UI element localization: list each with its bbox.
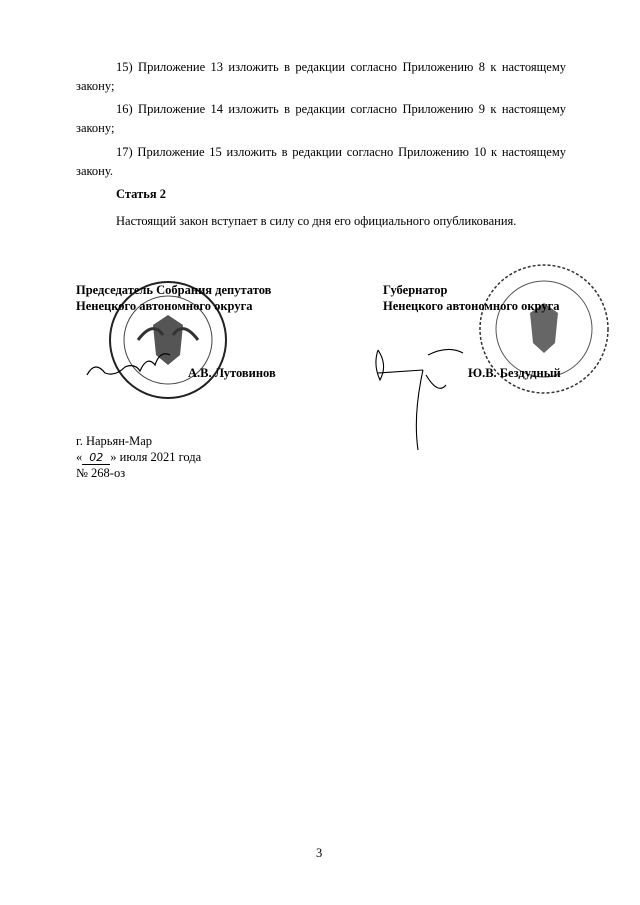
item-text: 15) Приложение 13 изложить в редакции согласно Приложению 8 к настоящему закону;: [76, 60, 566, 93]
date-rest: » июля 2021 года: [110, 450, 202, 464]
left-signer-name: А.В. Лутовинов: [188, 366, 276, 380]
right-signer-title-2: Ненецкого автономного округа: [383, 299, 560, 313]
item-text: 16) Приложение 14 изложить в редакции согласно Приложению 9 к настоящему закону;: [76, 102, 566, 135]
list-item-15: [76, 58, 566, 96]
page-number: 3: [316, 846, 323, 860]
date-day: 02: [82, 451, 110, 465]
signature-left: [85, 345, 175, 385]
right-signer-title-1: Губернатор: [383, 283, 448, 297]
signature-right: [368, 345, 468, 455]
place: г. Нарьян-Мар: [76, 434, 153, 448]
list-item-16: [76, 100, 566, 138]
law-number: № 268-оз: [76, 466, 126, 480]
list-item-17: [76, 143, 566, 181]
left-signer-title-2: Ненецкого автономного округа: [76, 299, 253, 313]
article-text: Настоящий закон вступает в силу со дня его официального опубликования.: [116, 214, 517, 228]
date: [76, 450, 201, 465]
article-heading: Статья 2: [116, 187, 166, 201]
left-signer-title-1: Председатель Собрания депутатов: [76, 283, 272, 297]
right-signer-name: Ю.В. Бездудный: [468, 366, 561, 380]
date-open: «: [76, 450, 83, 464]
item-text: 17) Приложение 15 изложить в редакции согласно Приложению 10 к настоящему закону.: [76, 145, 566, 178]
